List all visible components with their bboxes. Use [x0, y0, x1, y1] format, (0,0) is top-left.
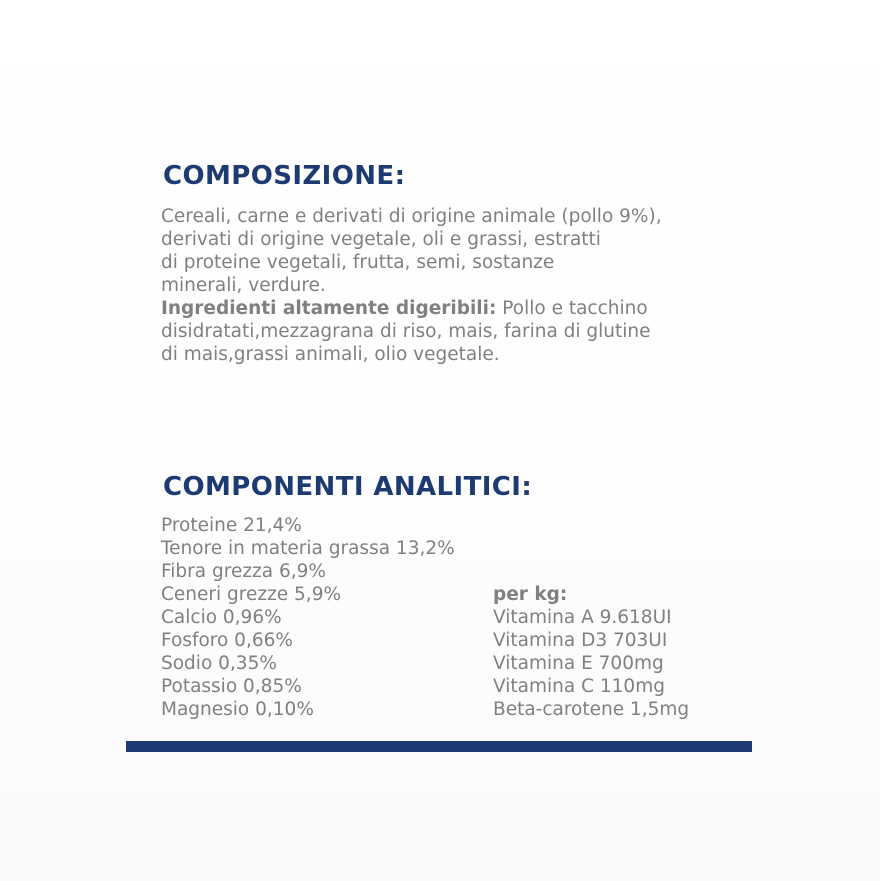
digestible-ingredients-label: Ingredienti altamente digeribili: — [161, 298, 497, 319]
analytical-item: Tenore in materia grassa 13,2% — [161, 538, 455, 559]
composition-line: disidratati,mezzagrana di riso, mais, farina di glutine — [161, 321, 651, 342]
composition-line: minerali, verdure. — [161, 275, 326, 296]
digestible-ingredients-line — [161, 297, 761, 320]
composition-line: di proteine vegetali, frutta, semi, sostanze — [161, 252, 555, 273]
vitamins-per-kg-list — [493, 583, 689, 721]
vitamin-item: Vitamina D3 703UI — [493, 630, 668, 651]
analytical-item: Calcio 0,96% — [161, 607, 282, 628]
footer-accent-bar — [126, 741, 752, 752]
vitamin-item: Vitamina E 700mg — [493, 653, 664, 674]
composition-line: derivati di origine vegetale, oli e grassi, estratti — [161, 229, 601, 250]
analytical-item: Fibra grezza 6,9% — [161, 561, 326, 582]
vitamin-item: Beta-carotene 1,5mg — [493, 699, 690, 720]
per-kg-label: per kg: — [493, 584, 568, 605]
analytical-item: Potassio 0,85% — [161, 676, 302, 697]
analytical-item: Magnesio 0,10% — [161, 699, 314, 720]
analytical-components-list — [161, 514, 455, 721]
analytical-item: Ceneri grezze 5,9% — [161, 584, 342, 605]
composition-text — [161, 205, 761, 366]
vitamin-item: Vitamina A 9.618UI — [493, 607, 672, 628]
composition-heading: COMPOSIZIONE: — [163, 161, 406, 191]
composition-line: Cereali, carne e derivati di origine animale (pollo 9%), — [161, 206, 662, 227]
analytical-item: Proteine 21,4% — [161, 515, 302, 536]
analytical-components-heading: COMPONENTI ANALITICI: — [163, 472, 533, 502]
analytical-item: Sodio 0,35% — [161, 653, 277, 674]
analytical-item: Fosforo 0,66% — [161, 630, 293, 651]
vitamin-item: Vitamina C 110mg — [493, 676, 665, 697]
digestible-ingredients-text: Pollo e tacchino — [496, 298, 648, 319]
composition-line: di mais,grassi animali, olio vegetale. — [161, 344, 500, 365]
